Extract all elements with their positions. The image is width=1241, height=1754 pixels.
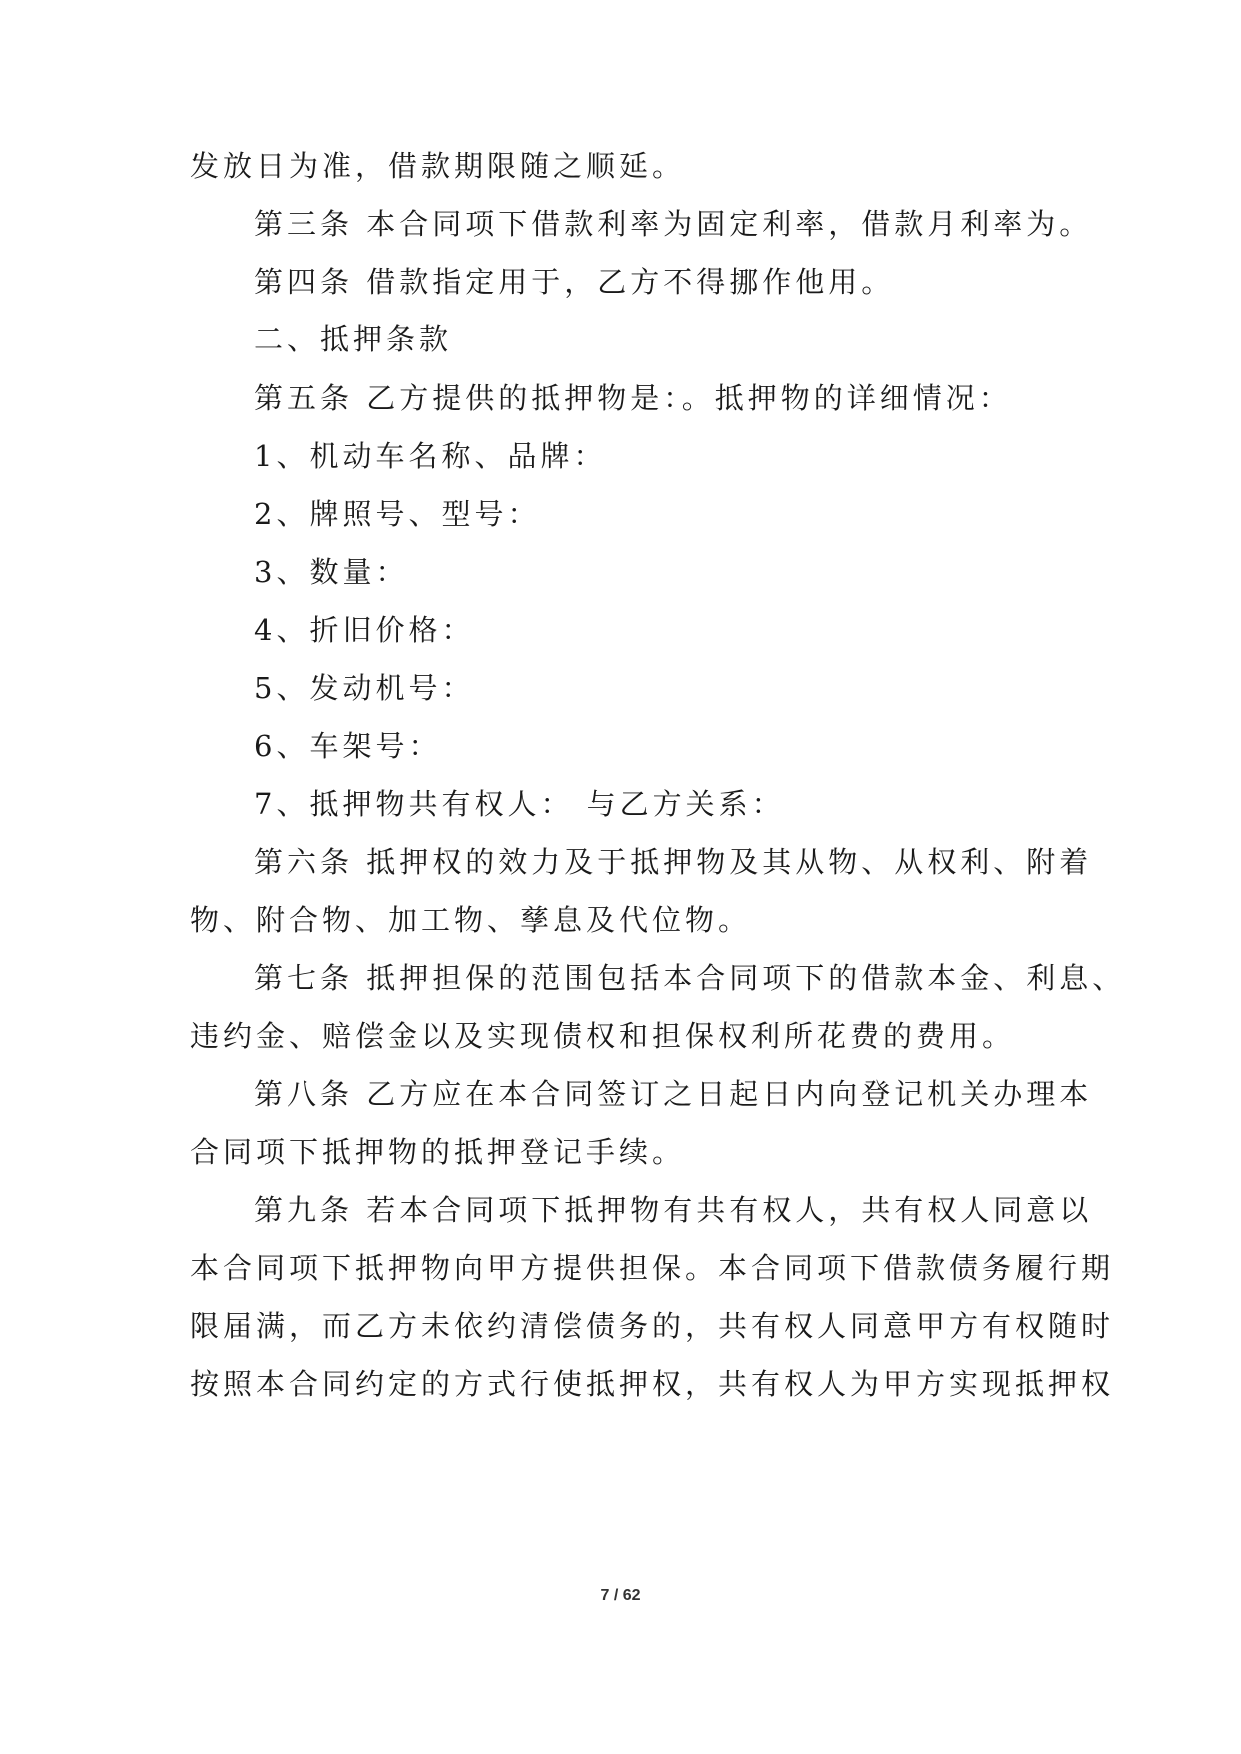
clause-9: 第九条 若本合同项下抵押物有共有权人，共有权人同意以 [254,1193,1093,1227]
clause-3: 第三条 本合同项下借款利率为固定利率，借款月利率为。 [254,207,1093,241]
clause-8: 第八条 乙方应在本合同签订之日起日内向登记机关办理本 [254,1077,1093,1111]
list-item: 3、数量： [254,555,409,589]
clause-6: 第六条 抵押权的效力及于抵押物及其从物、从权利、附着 [254,845,1093,879]
text-line: 本合同项下抵押物向甲方提供担保。本合同项下借款债务履行期 [190,1251,1115,1285]
text-line: 发放日为准，借款期限随之顺延。 [190,149,686,183]
list-item: 7、抵押物共有权人： 与乙方关系： [254,787,785,821]
text-line: 合同项下抵押物的抵押登记手续。 [190,1135,686,1169]
list-item: 1、机动车名称、品牌： [254,439,607,473]
list-item: 5、发动机号： [254,671,475,705]
clause-4: 第四条 借款指定用于，乙方不得挪作他用。 [254,265,895,299]
clause-7: 第七条 抵押担保的范围包括本合同项下的借款本金、利息、 [254,961,1126,995]
text-line: 按照本合同约定的方式行使抵押权，共有权人为甲方实现抵押权 [190,1367,1115,1401]
text-line: 限届满，而乙方未依约清偿债务的，共有权人同意甲方有权随时 [190,1309,1115,1343]
list-item: 2、牌照号、型号： [254,497,541,531]
list-item: 6、车架号： [254,729,442,763]
text-line: 违约金、赔偿金以及实现债权和担保权利所花费的费用。 [190,1019,1016,1053]
list-item: 4、折旧价格： [254,613,475,647]
clause-5: 第五条 乙方提供的抵押物是：。抵押物的详细情况： [254,381,1012,415]
section-heading: 二、抵押条款 [254,322,453,356]
page-number: 7 / 62 [600,1587,641,1604]
text-line: 物、附合物、加工物、孳息及代位物。 [190,903,752,937]
